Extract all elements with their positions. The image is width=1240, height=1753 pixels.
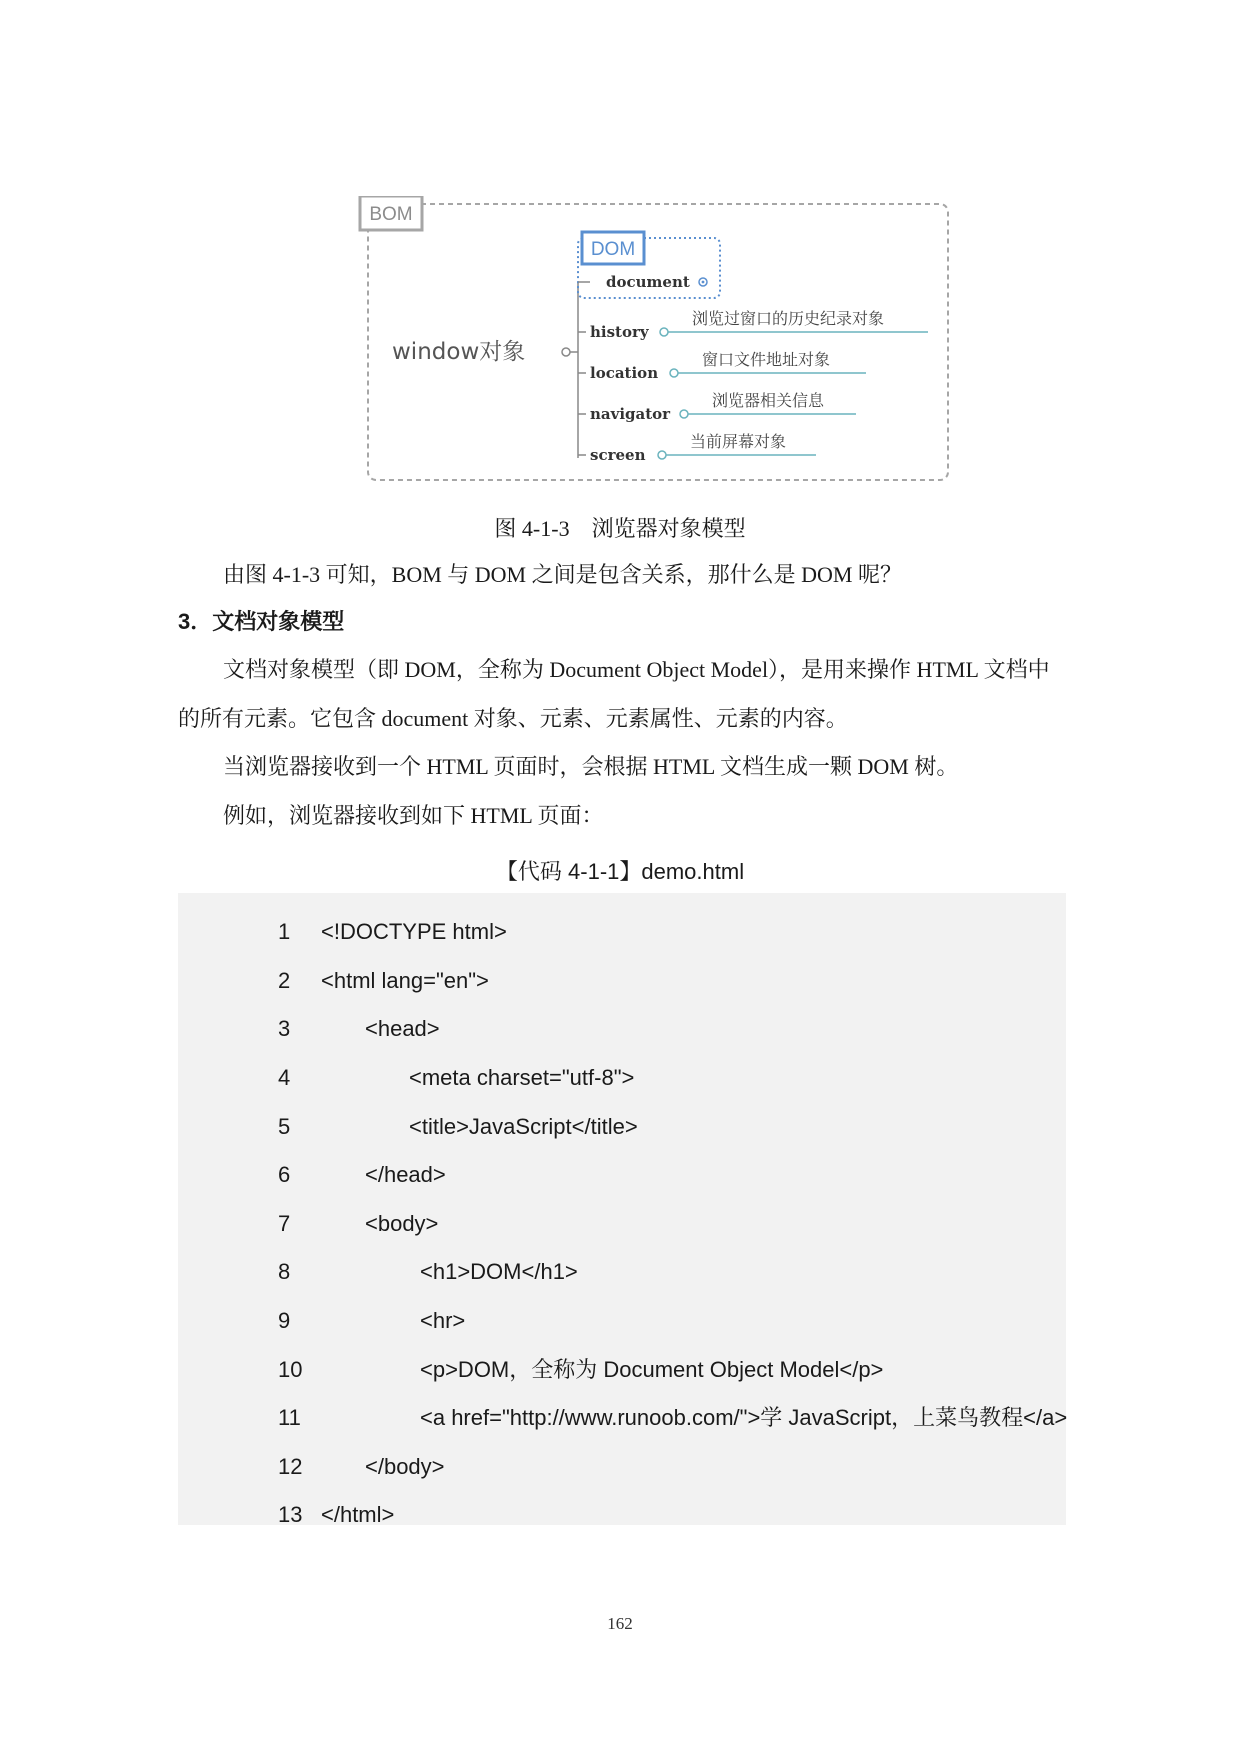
node-document: document [606,273,690,291]
code-text: <meta charset="utf-8"> [409,1065,635,1090]
code-caption: 【代码 4-1-1】demo.html [495,859,745,884]
paragraph-4: 例如，浏览器接收到如下 HTML 页面： [223,803,604,828]
node-history-desc: 浏览过窗口的历史纪录对象 [692,309,885,328]
section-heading: 3．文档对象模型 [178,609,345,634]
paragraph-1: 由图 4-1-3 可知，BOM 与 DOM 之间是包含关系，那什么是 DOM 呢？ [223,562,902,587]
dom-label: DOM [590,239,636,260]
bom-label: BOM [369,204,413,225]
line-number: 13 [278,1502,303,1527]
root-node-label: window对象 [392,339,526,365]
code-text: <html lang="en"> [321,968,489,993]
node-navigator: navigator [590,405,671,423]
code-text: <p>DOM，全称为 Document Object Model</p> [420,1357,884,1382]
code-text: <!DOCTYPE html> [321,919,507,944]
node-screen-desc: 当前屏幕对象 [690,432,787,451]
line-number: 11 [278,1405,301,1430]
line-number: 12 [278,1454,303,1479]
node-location: location [590,364,659,382]
line-number: 6 [278,1162,291,1187]
node-location-desc: 窗口文件地址对象 [702,350,831,369]
paragraph-2-line-1: 文档对象模型（即 DOM，全称为 Document Object Model），是用来操作 HTML 文档中 [223,657,1050,682]
bom-diagram [356,196,956,488]
figure-caption: 图 4-1-3 浏览器对象模型 [494,516,746,541]
line-number: 1 [278,919,291,944]
node-history: history [590,323,649,341]
line-number: 3 [278,1016,291,1041]
code-text: <body> [365,1211,439,1236]
line-number: 8 [278,1259,291,1284]
line-number: 9 [278,1308,291,1333]
code-text: <hr> [420,1308,466,1333]
code-text: </body> [365,1454,445,1479]
line-number: 4 [278,1065,291,1090]
bom-diagram-svg [356,196,956,488]
node-screen: screen [590,446,646,464]
line-number: 2 [278,968,291,993]
code-text: <h1>DOM</h1> [420,1259,578,1284]
code-text: </head> [365,1162,446,1187]
root-node-connector [562,348,570,356]
node-navigator-desc: 浏览器相关信息 [712,391,825,410]
code-text: <a href="http://www.runoob.com/">学 JavaScript，上菜鸟教程</a> [420,1405,1068,1430]
paragraph-2-line-2: 的所有元素。它包含 document 对象、元素、元素属性、元素的内容。 [178,706,848,731]
code-text: <title>JavaScript</title> [409,1114,638,1139]
code-block [178,893,1066,1525]
line-number: 5 [278,1114,291,1139]
line-number: 7 [278,1211,291,1236]
code-text: <head> [365,1016,440,1041]
line-number: 10 [278,1357,303,1382]
code-text: </html> [321,1502,395,1527]
page-number: 162 [607,1614,633,1633]
paragraph-3: 当浏览器接收到一个 HTML 页面时，会根据 HTML 文档生成一颗 DOM 树。 [223,754,959,779]
